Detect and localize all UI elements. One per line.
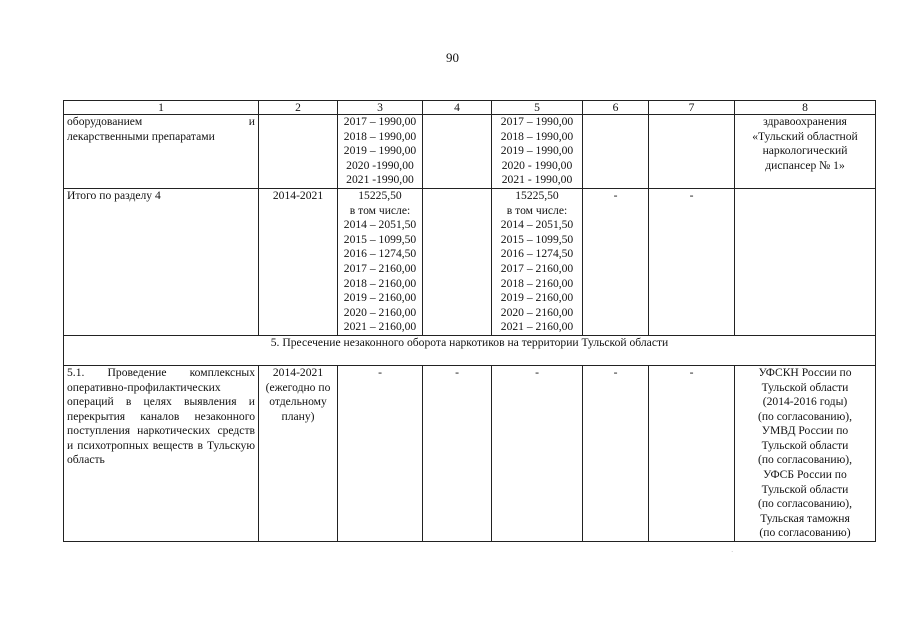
header-cell: 1 <box>64 101 259 115</box>
funding-by-year-cell <box>338 188 423 335</box>
executor-line: УФСКН России по <box>758 365 852 379</box>
funding-line: 2018 – 1990,00 <box>500 129 574 143</box>
empty-cell <box>583 115 649 189</box>
funding-line: 2019 – 2160,00 <box>343 291 417 305</box>
activity-cell: 5.1. Проведение комплексных оперативно-профилактических операций в целях выявления и перекрытия каналов незаконного поступления наркотических средств и психотропных веществ в Тульскую область <box>64 365 259 541</box>
total-label-cell: Итого по разделу 4 <box>64 188 259 335</box>
activity-text-line: оборудованием и <box>67 115 255 128</box>
funding-line: в том числе: <box>349 203 411 217</box>
funding-line: 2021 – 2160,00 <box>343 320 417 334</box>
period-line: плану) <box>281 409 315 423</box>
program-table <box>63 100 876 542</box>
empty-cell <box>423 115 492 189</box>
empty-cell <box>423 188 492 335</box>
header-cell: 3 <box>338 101 423 115</box>
funding-line: 2019 – 2160,00 <box>500 291 574 305</box>
table-row-continuation <box>64 115 876 189</box>
dash-cell: - <box>583 365 649 541</box>
header-cell: 6 <box>583 101 649 115</box>
period-line: (ежегодно по <box>265 380 331 394</box>
dash-cell: - <box>649 188 735 335</box>
section-title: 5. Пресечение незаконного оборота наркотиков на территории Тульской области <box>64 335 876 365</box>
empty-cell <box>649 115 735 189</box>
funding-line: 2017 – 1990,00 <box>500 115 574 128</box>
executor-line: диспансер № 1» <box>765 158 845 172</box>
funding-line: в том числе: <box>506 203 568 217</box>
funding-line: 2020 - 1990,00 <box>501 158 573 172</box>
executor-line: Тульской области <box>761 482 849 496</box>
header-cell: 7 <box>649 101 735 115</box>
regional-funding-cell <box>492 115 583 189</box>
table-row-5-1 <box>64 365 876 541</box>
funding-line: 2020 – 2160,00 <box>500 305 574 319</box>
period-cell <box>259 115 338 189</box>
executor-cell <box>735 115 876 189</box>
funding-line: 2021 – 2160,00 <box>500 320 574 334</box>
executor-line: (2014-2016 годы) <box>762 395 848 409</box>
header-cell: 4 <box>423 101 492 115</box>
activity-text-line: лекарственными препаратами <box>67 129 215 143</box>
period-line: 2014-2021 <box>272 365 324 379</box>
funding-line: 2018 – 1990,00 <box>343 129 417 143</box>
header-cell: 2 <box>259 101 338 115</box>
header-cell: 8 <box>735 101 876 115</box>
funding-line: 2020 -1990,00 <box>346 158 414 172</box>
dash-cell: - <box>583 188 649 335</box>
funding-line: 2016 – 1274,50 <box>343 247 417 261</box>
activity-cell <box>64 115 259 189</box>
executor-cell <box>735 365 876 541</box>
table-row-total <box>64 188 876 335</box>
page-number: 90 <box>446 50 459 65</box>
period-line: отдельному <box>269 395 327 409</box>
executor-line: (по согласованию), <box>757 497 853 511</box>
funding-line: 2014 – 2051,50 <box>343 218 417 232</box>
funding-line: 2018 – 2160,00 <box>343 276 417 290</box>
period-cell <box>259 365 338 541</box>
header-row <box>64 101 876 115</box>
executor-line: Тульская таможня <box>760 511 850 525</box>
funding-line: 2020 – 2160,00 <box>343 305 417 319</box>
section-heading-row <box>64 335 876 365</box>
executor-line: здравоохранения <box>763 115 847 128</box>
executor-line: наркологический <box>762 144 848 158</box>
dash-cell: - <box>492 365 583 541</box>
dash-cell: - <box>649 365 735 541</box>
funding-line: 2017 – 2160,00 <box>500 261 574 275</box>
funding-line: 2019 – 1990,00 <box>500 144 574 158</box>
funding-line: 2017 – 2160,00 <box>343 261 417 275</box>
funding-line: 2014 – 2051,50 <box>500 218 574 232</box>
executor-line: (по согласованию), <box>757 453 853 467</box>
funding-line: 2015 – 1099,50 <box>500 232 574 246</box>
period-cell: 2014-2021 <box>259 188 338 335</box>
dash-cell: - <box>423 365 492 541</box>
funding-line: 2021 -1990,00 <box>346 173 414 187</box>
executor-line: УФСБ России по <box>763 468 847 482</box>
funding-line: 15225,50 <box>358 188 402 202</box>
dash-cell: - <box>338 365 423 541</box>
funding-line: 2021 - 1990,00 <box>501 173 573 187</box>
executor-line: Тульской области <box>761 438 849 452</box>
scan-speck: · <box>731 548 734 556</box>
funding-line: 2015 – 1099,50 <box>343 232 417 246</box>
executor-line: (по согласованию) <box>759 526 851 540</box>
funding-line: 2018 – 2160,00 <box>500 276 574 290</box>
executor-line: УМВД России по <box>761 424 849 438</box>
empty-cell <box>735 188 876 335</box>
regional-funding-cell <box>492 188 583 335</box>
executor-line: «Тульский областной <box>752 129 858 143</box>
funding-line: 2019 – 1990,00 <box>343 144 417 158</box>
funding-line: 2017 – 1990,00 <box>343 115 417 128</box>
header-cell: 5 <box>492 101 583 115</box>
executor-line: (по согласованию), <box>757 409 853 423</box>
funding-line: 15225,50 <box>515 188 559 202</box>
executor-line: Тульской области <box>761 380 849 394</box>
funding-line: 2016 – 1274,50 <box>500 247 574 261</box>
funding-by-year-cell <box>338 115 423 189</box>
